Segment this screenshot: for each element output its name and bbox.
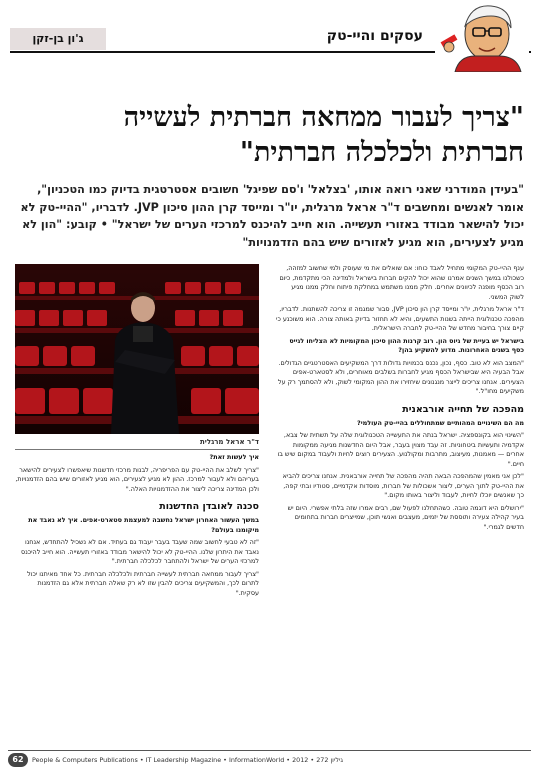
subheading: סכנה לאובדן החדשנות [159,501,259,512]
paragraph: "ירושלים היא דוגמה טובה. כשהתחלנו לפעול שם, רבים אמרו שזה בלתי אפשרי. היום יש בעיר קהילה צעירה ותוססת של יזמים, מעצבים ואנשי תוכן, שמייצרים חברות בתחומים חדשים לגמרי." [287,503,524,531]
paragraph: "צריך לעבור ממחאה חברתית לעשייה חברתית ולכלכלה חברתית. כל אחד מאיתנו יכול לתרום לכך, והמשקיעים צריכים להבין שזו לא רק שאלה חברתית אלא גם הזדמנות עסקית." [27,569,259,597]
interview-question: מה הם השינויים המהותיים שמתחוללים בהיי-טק העולמי? [357,418,524,427]
interview-question: במשך העשור האחרון ישראל נחשבה למעצמת סטארט-אפים. איך לא נאבד את מיקומנו בעולם? [28,516,259,534]
paragraph: ענף ההיי-טק המקומי מתחיל לאבד כוחו: אם שואלים את מי שעוסק ולמי שחשוב למזהה, כשכולנו במשך השנים אמרנו שהוא יכול להקים חברות בישראל ולמדינה הכי מתקדמת, כיום רוב הכסף מופנה לכיוונים אחרים. חלק ממנו משתמש במחלקת פיתוח וחלק ממנו מגיע לשוק המשני. [279,264,524,301]
theater-seats-photo [15,264,259,434]
columnist-portrait-illustration [435,0,529,72]
paragraph: "השינוי הוא בקונספציה. ישראל בנתה את התעשייה הטכנולוגית שלה על תשתית של צבא, אקדמיה ותעשיות ביטחוניות. זה עבד מצוין בעבר, אבל היום החדשנות מגיעה ממקומות אחרים — מאמנות, מעיצוב, מתרבות ומקולנוע. הצעירים רוצים לחיות ולעבוד במקום שיש בו חיים." [277,431,524,468]
section-name: עסקים והיי-טק [315,28,427,44]
footer-publication-info: People & Computers Publications • IT Leadership Magazine • InformationWorld • 2012 • גיליון 272 [32,756,344,764]
headline-line-1: "צריך לעבור ממחאה חברתית לעשייה [123,102,524,133]
article-photo [15,264,259,434]
paragraph: "לכן אני מאמין שהמהפכה הבאה תהיה מהפכה של תחייה אורבאנית. אנחנו צריכים להביא את ההיי-טק לתוך הערים, ליצור אשכולות של חברות, מוסדות אקדמיים, סטודיו ובתי קפה, כך שאנשים יוכלו לחיות, לעבוד וליצור באותו מקום." [282,472,524,499]
article-deck: "בעידן המודרני שאני רואה אותו, 'בצלאל' ו'סם שפיגל' חשובים אסטרטגית בדיוק כמו הטכניון", אומר לאנשים ומחשבים ד"ר אראל מרגלית, יו"ר ומייסד קרן ההון סיכון JVP. לדבריו, "ההיי-טק לא יכול להישאר מבודד באזורי תעשייה. הוא חייב להיכנס למרכזי הערים של ישראל" • קובע: "הון לא מגיע לצעירים, הוא מגיע לאזורים שיש בהם הזדמנויות" [20,183,524,249]
interview-question: איך לעשות זאת? [209,453,259,461]
subheading: מהפכה של תחייה אורבאנית [402,403,524,415]
paragraph: "זה לא טבעי לחשוב שמה שעבד בעבר יעבוד גם בעתיד. אם לא נשכיל להתחדש, אנחנו נאבד את היתרון שלנו. ההיי-טק לא יכול להישאר מבודד באזורי תעשייה. הוא חייב להיכנס למרכזי הערים של ישראל ולהתחבר לכלכלה חברתית." [21,538,259,565]
paragraph: "צריך לשלב את ההיי-טק עם הפריפריה, לבנות מרכזי חדשנות שיאפשרו לצעירים להישאר בעריהם ולא לעבור למרכז. ההון לא מגיע לצעירים, הוא מגיע לאזורים שיש בהם הזדמנויות, ולכן המדינה צריכה ליצור את ההזדמנויות האלה." [15,465,259,493]
author-name: ג'ון בן-זקן [10,28,106,50]
paragraph: ד"ר אראל מרגלית, יו"ר ומייסד קרן הון סיכון JVP, סבור שמגמה זו צריכה להשתנות. לדבריו, מהפכה טכנולוגית הייתה בשנות התשעים, והיא לא תחזור בדיוק באותה צורה. הוא משוכנע כי קיים צורך בחיבור מחדש של ההיי-טק לחברה הישראלית. [276,305,524,332]
article-column-left [15,453,259,738]
article-headline [14,100,524,170]
headline-line-2: חברתית ולכלכלה חברתית" [239,137,524,168]
paragraph: "המצב הוא לא טוב. כסף, נכון, נכנס בכמויות גדולות דרך המשקיעים האסטרטגיים הגדולים. אבל הבעיה היא שבישראל הכסף מגיע לחברות בשלבים מאוחרים, ולא לסטארט-אפים הצעירים. אנחנו צריכים לייצר מנגנונים שיחזירו את ההון המקומי לשוק, ולא להסתמך רק על משקיעים מחו"ל." [277,358,524,395]
columnist-portrait [435,0,529,72]
photo-caption: ד"ר אראל מרגלית [15,436,259,450]
interview-question: בישראל יש בעיית של גיוס הון. רוב קרנות ההון סיכון המקומיות לא הצליחו לגייס כסף בשנים האחרונות. מדוע להשקיע בהן? [289,336,524,354]
article-column-right [276,264,524,738]
page-number: 62 [8,753,28,767]
page-footer [8,750,531,768]
